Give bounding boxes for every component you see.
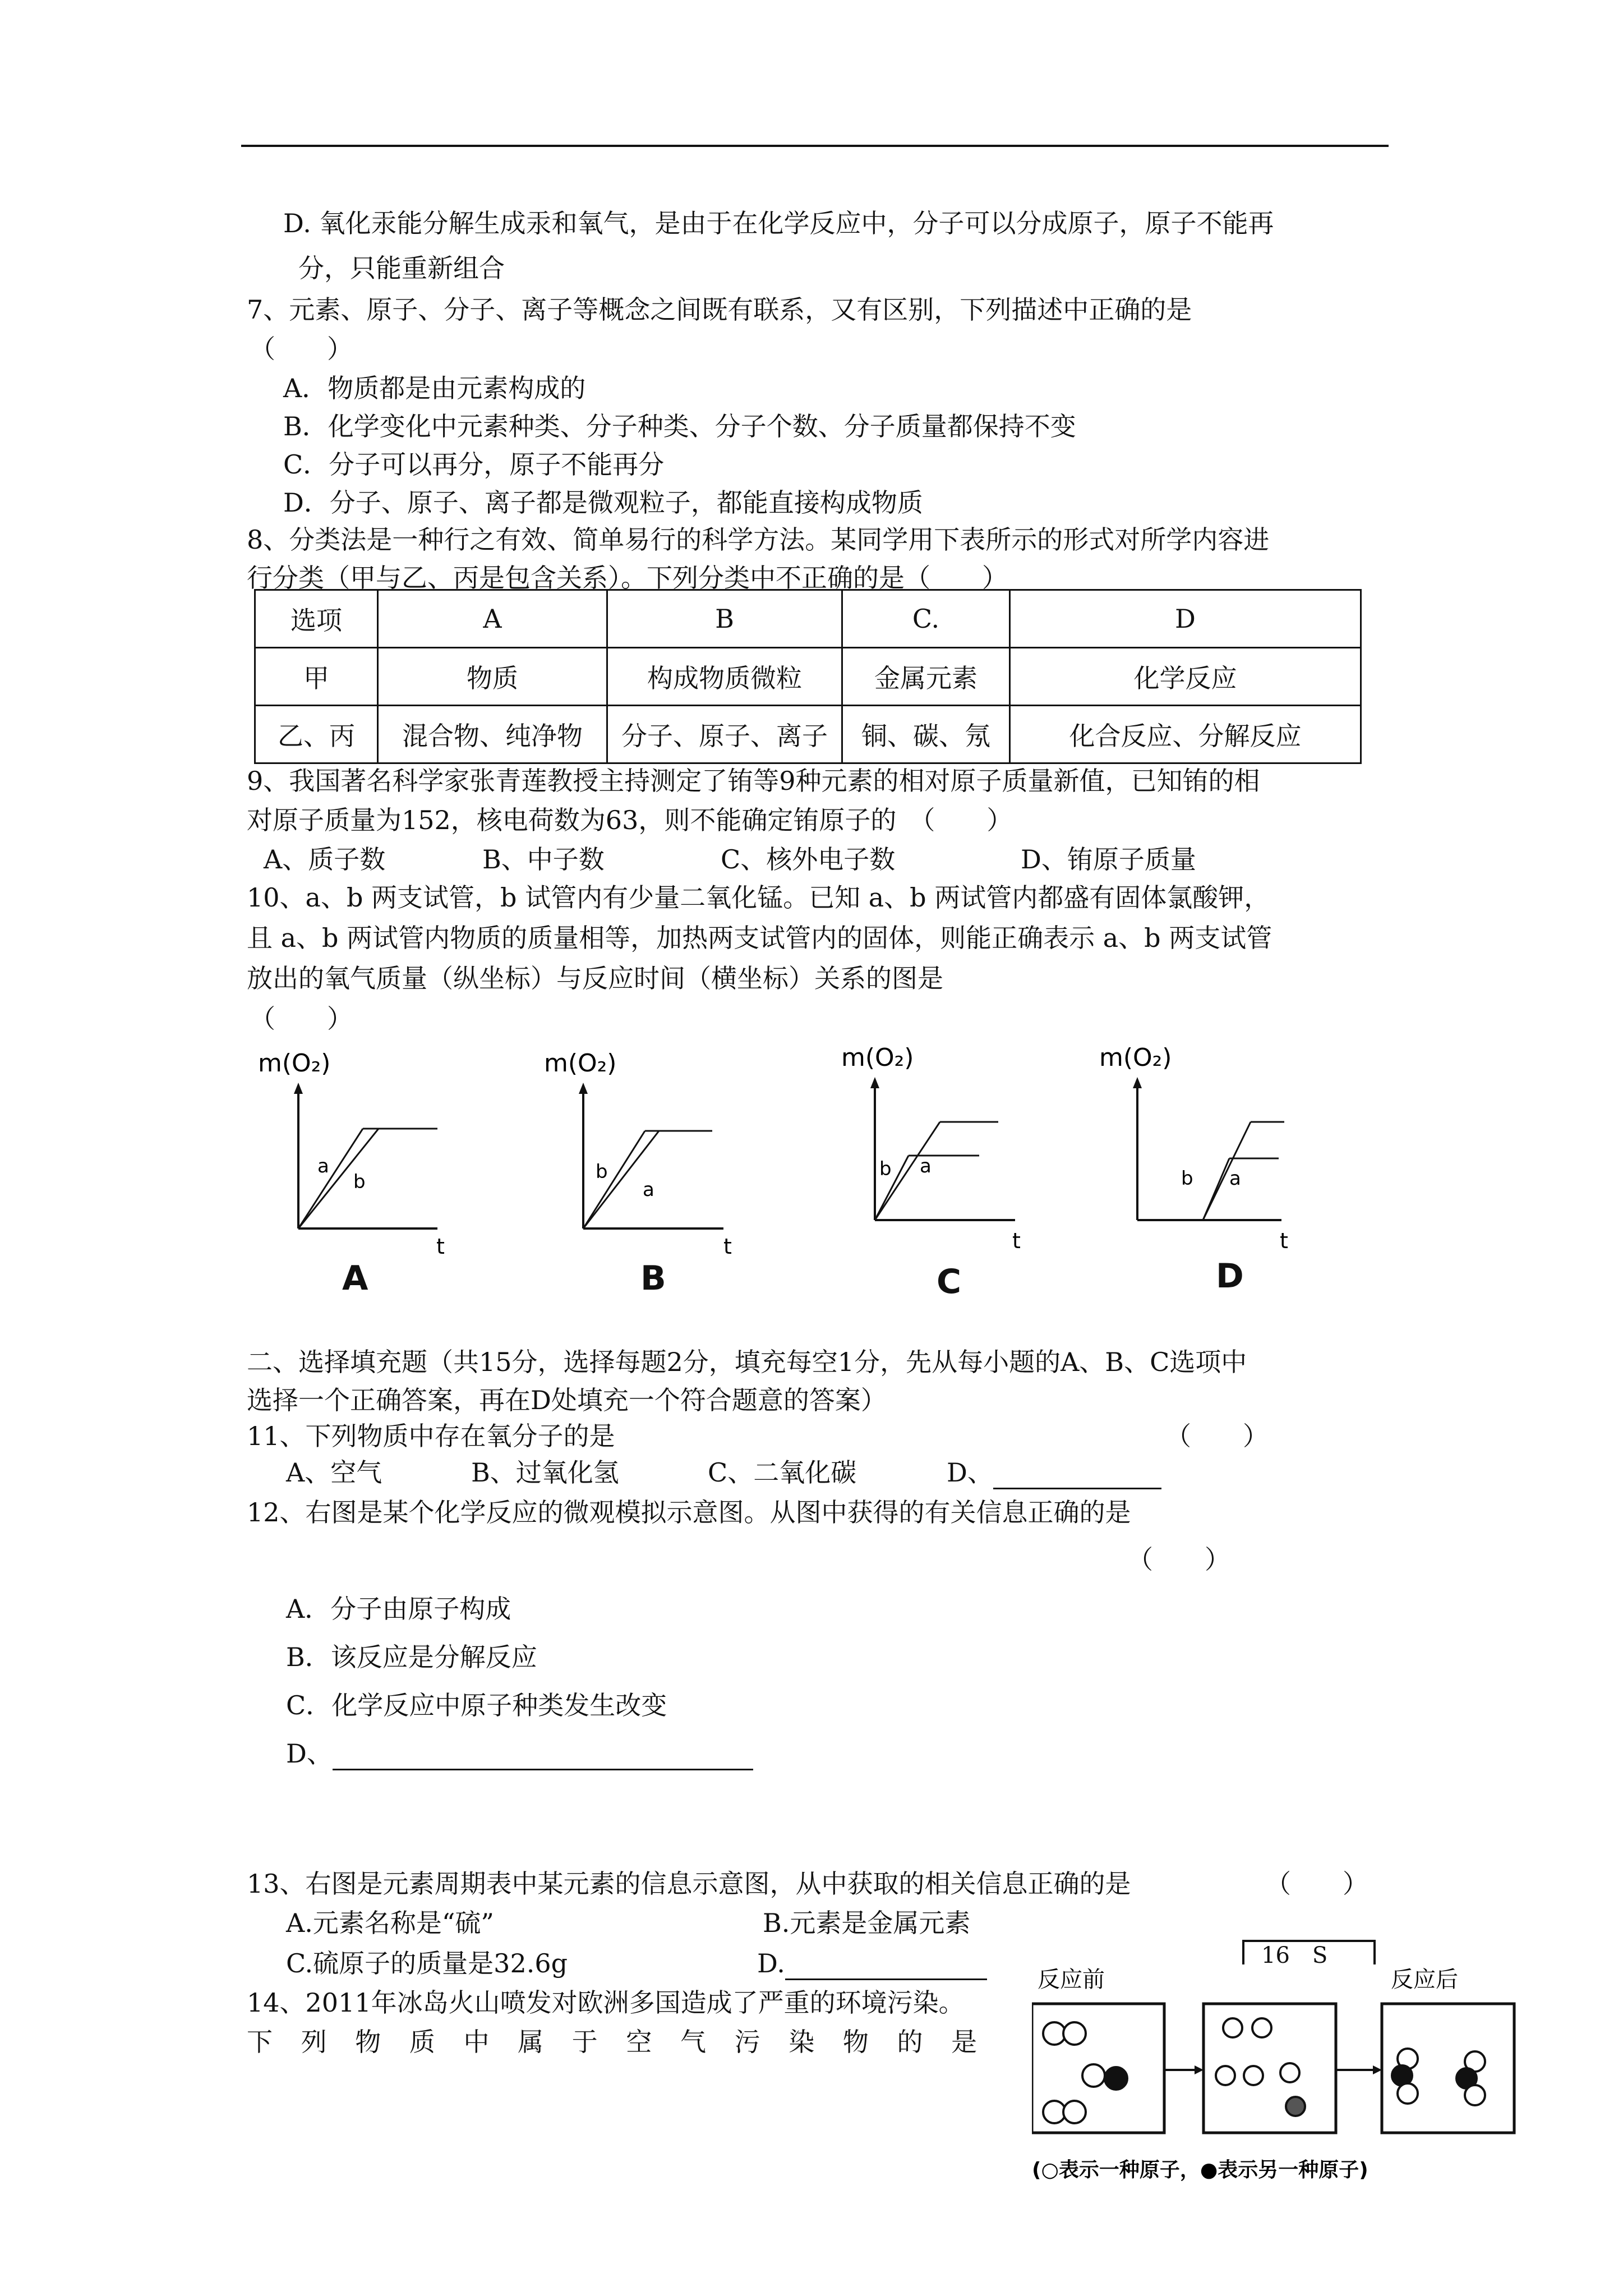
graph-y-label: m(O₂): [544, 1049, 617, 1078]
graph-b: [533, 1038, 768, 1273]
q11-option-d: [947, 1456, 1161, 1489]
table-cell: 铜、碳、氖: [842, 706, 1010, 763]
graph-y-label: m(O₂): [841, 1043, 914, 1072]
q11-answer-paren: （ ）: [1165, 1421, 1269, 1451]
q9-option-a: A、质子数: [264, 844, 386, 875]
q9-option-d: D、铕原子质量: [1021, 844, 1196, 875]
table-cell: 甲: [255, 648, 378, 706]
graph-series-label: a: [317, 1155, 329, 1177]
graph-x-label: t: [1012, 1228, 1021, 1253]
graph-c-letter: C: [937, 1262, 962, 1301]
q13-answer-blank[interactable]: [785, 1952, 987, 1980]
q11-option-a: A、空气: [286, 1457, 382, 1488]
q12-answer-paren: （ ）: [1127, 1544, 1230, 1575]
q13-option-d: [757, 1947, 987, 1980]
q7-option-c: C．分子可以再分，原子不能再分: [283, 449, 665, 480]
table-cell: 金属元素: [842, 648, 1010, 706]
graph-a: [247, 1038, 482, 1273]
q12-option-b: B．该反应是分解反应: [286, 1642, 537, 1672]
graph-y-label: m(O₂): [1099, 1043, 1172, 1072]
table-cell: 选项: [255, 590, 378, 648]
table-cell: D: [1010, 590, 1361, 648]
q10-stem-line3: 放出的氧气质量（纵坐标）与反应时间（横坐标）关系的图是: [247, 963, 943, 993]
graph-b-letter: B: [640, 1259, 666, 1298]
q14-stem-line1: 14、2011年冰岛火山喷发对欧洲多国造成了严重的环境污染。: [247, 1987, 965, 2018]
q10-stem-line2: 且 a、b 两试管内物质的质量相等，加热两支试管内的固体，则能正确表示 a、b 两支试管: [247, 923, 1272, 953]
q9-option-b: B、中子数: [482, 844, 605, 875]
graph-a-letter: A: [342, 1259, 368, 1298]
q10-answer-paren: （ ）: [250, 1004, 353, 1034]
q6-option-d-line2: 分，只能重新组合: [298, 253, 505, 283]
q13-option-c: C.硫原子的质量是32.6g: [286, 1948, 568, 1978]
after-label: 反应后: [1391, 1967, 1458, 1993]
q11-option-d-label: D、: [947, 1457, 993, 1488]
q9-option-c: C、核外电子数: [721, 844, 896, 875]
graph-x-label: t: [723, 1234, 732, 1259]
table-cell: B: [607, 590, 842, 648]
graph-series-label: a: [643, 1179, 654, 1201]
reaction-legend: (○表示一种原子，●表示另一种原子): [1032, 2159, 1368, 2182]
graph-series-label: b: [596, 1161, 608, 1183]
q7-option-d: D．分子、原子、离子都是微观粒子，都能直接构成物质: [283, 487, 923, 518]
q7-option-b: B．化学变化中元素种类、分子种类、分子个数、分子质量都保持不变: [283, 411, 1076, 441]
graph-series-label: b: [1181, 1167, 1193, 1190]
table-cell: 构成物质微粒: [607, 648, 842, 706]
graph-c: [830, 1038, 1066, 1273]
q7-option-a: A．物质都是由元素构成的: [283, 373, 586, 403]
q13-option-b: B.元素是金属元素: [763, 1908, 971, 1938]
classification-table: [254, 589, 1362, 764]
graph-series-label: b: [353, 1171, 366, 1193]
graph-x-label: t: [436, 1234, 445, 1259]
q9-stem-line1: 9、我国著名科学家张青莲教授主持测定了铕等9种元素的相对原子质量新值，已知铕的相: [247, 766, 1260, 796]
q11-answer-blank[interactable]: [993, 1461, 1161, 1489]
table-row: [255, 648, 1361, 706]
q12-option-a: A．分子由原子构成: [286, 1594, 511, 1624]
table-row: [255, 590, 1361, 648]
q13-option-d-label: D.: [757, 1948, 785, 1978]
q8-stem-line2: 行分类（甲与乙、丙是包含关系）。下列分类中不正确的是（ ）: [247, 563, 1008, 593]
element-symbol: 16 S: [1261, 1943, 1328, 1964]
q11-stem: 11、下列物质中存在氧分子的是: [247, 1421, 615, 1451]
table-row: [255, 706, 1361, 763]
q10-stem-line1: 10、a、b 两支试管，b 试管内有少量二氧化锰。已知 a、b 两试管内都盛有固体氯酸钾，: [247, 882, 1270, 913]
graph-x-label: t: [1280, 1228, 1288, 1253]
graph-series-label: a: [1229, 1167, 1241, 1190]
table-cell: 化学反应: [1010, 648, 1361, 706]
table-cell: 混合物、纯净物: [378, 706, 607, 763]
table-cell: 物质: [378, 648, 607, 706]
q13-option-a: A.元素名称是“硫”: [286, 1908, 494, 1938]
q13-answer-paren: （ ）: [1265, 1869, 1368, 1899]
graph-d-letter: D: [1216, 1257, 1244, 1296]
q12-option-c: C．化学反应中原子种类发生改变: [286, 1690, 667, 1720]
q12-option-d-label: D、: [286, 1738, 333, 1769]
table-cell: A: [378, 590, 607, 648]
graph-series-label: b: [879, 1158, 892, 1180]
before-label: 反应前: [1038, 1967, 1105, 1993]
q13-stem: 13、右图是元素周期表中某元素的信息示意图，从中获取的相关信息正确的是: [247, 1869, 1131, 1899]
section2-heading-line2: 选择一个正确答案，再在D处填充一个符合题意的答案）: [247, 1385, 887, 1415]
table-cell: C.: [842, 590, 1010, 648]
q6-option-d-line1: D. 氧化汞能分解生成汞和氧气，是由于在化学反应中，分子可以分成原子，原子不能再: [283, 208, 1274, 238]
element-info-box: [1242, 1940, 1376, 1964]
q7-stem: 7、元素、原子、分子、离子等概念之间既有联系，又有区别，下列描述中正确的是: [247, 295, 1192, 325]
graph-y-label: m(O₂): [258, 1049, 331, 1078]
table-cell: 化合反应、分解反应: [1010, 706, 1361, 763]
q8-stem-line1: 8、分类法是一种行之有效、简单易行的科学方法。某同学用下表所示的形式对所学内容进: [247, 524, 1270, 555]
header-rule: [241, 145, 1389, 147]
q14-stem-line2: 下 列 物 质 中 属 于 空 气 污 染 物 的 是: [247, 2027, 988, 2057]
q11-option-b: B、过氧化氢: [471, 1457, 619, 1488]
q9-stem-line2: 对原子质量为152，核电荷数为63，则不能确定铕原子的 （ ）: [247, 805, 1013, 835]
reaction-diagram: [1032, 1963, 1593, 2221]
q7-answer-paren: （ ）: [250, 334, 353, 364]
q12-option-d: [286, 1737, 753, 1770]
section2-heading-line1: 二、选择填充题（共15分，选择每题2分，填充每空1分，先从每小题的A、B、C选项中: [247, 1347, 1247, 1377]
q12-stem: 12、右图是某个化学反应的微观模拟示意图。从图中获得的有关信息正确的是: [247, 1497, 1131, 1527]
table-cell: 分子、原子、离子: [607, 706, 842, 763]
q11-option-c: C、二氧化碳: [708, 1457, 857, 1488]
table-cell: 乙、丙: [255, 706, 378, 763]
graph-d: [1082, 1038, 1318, 1273]
graph-series-label: a: [920, 1155, 932, 1177]
q12-answer-blank[interactable]: [333, 1742, 753, 1770]
